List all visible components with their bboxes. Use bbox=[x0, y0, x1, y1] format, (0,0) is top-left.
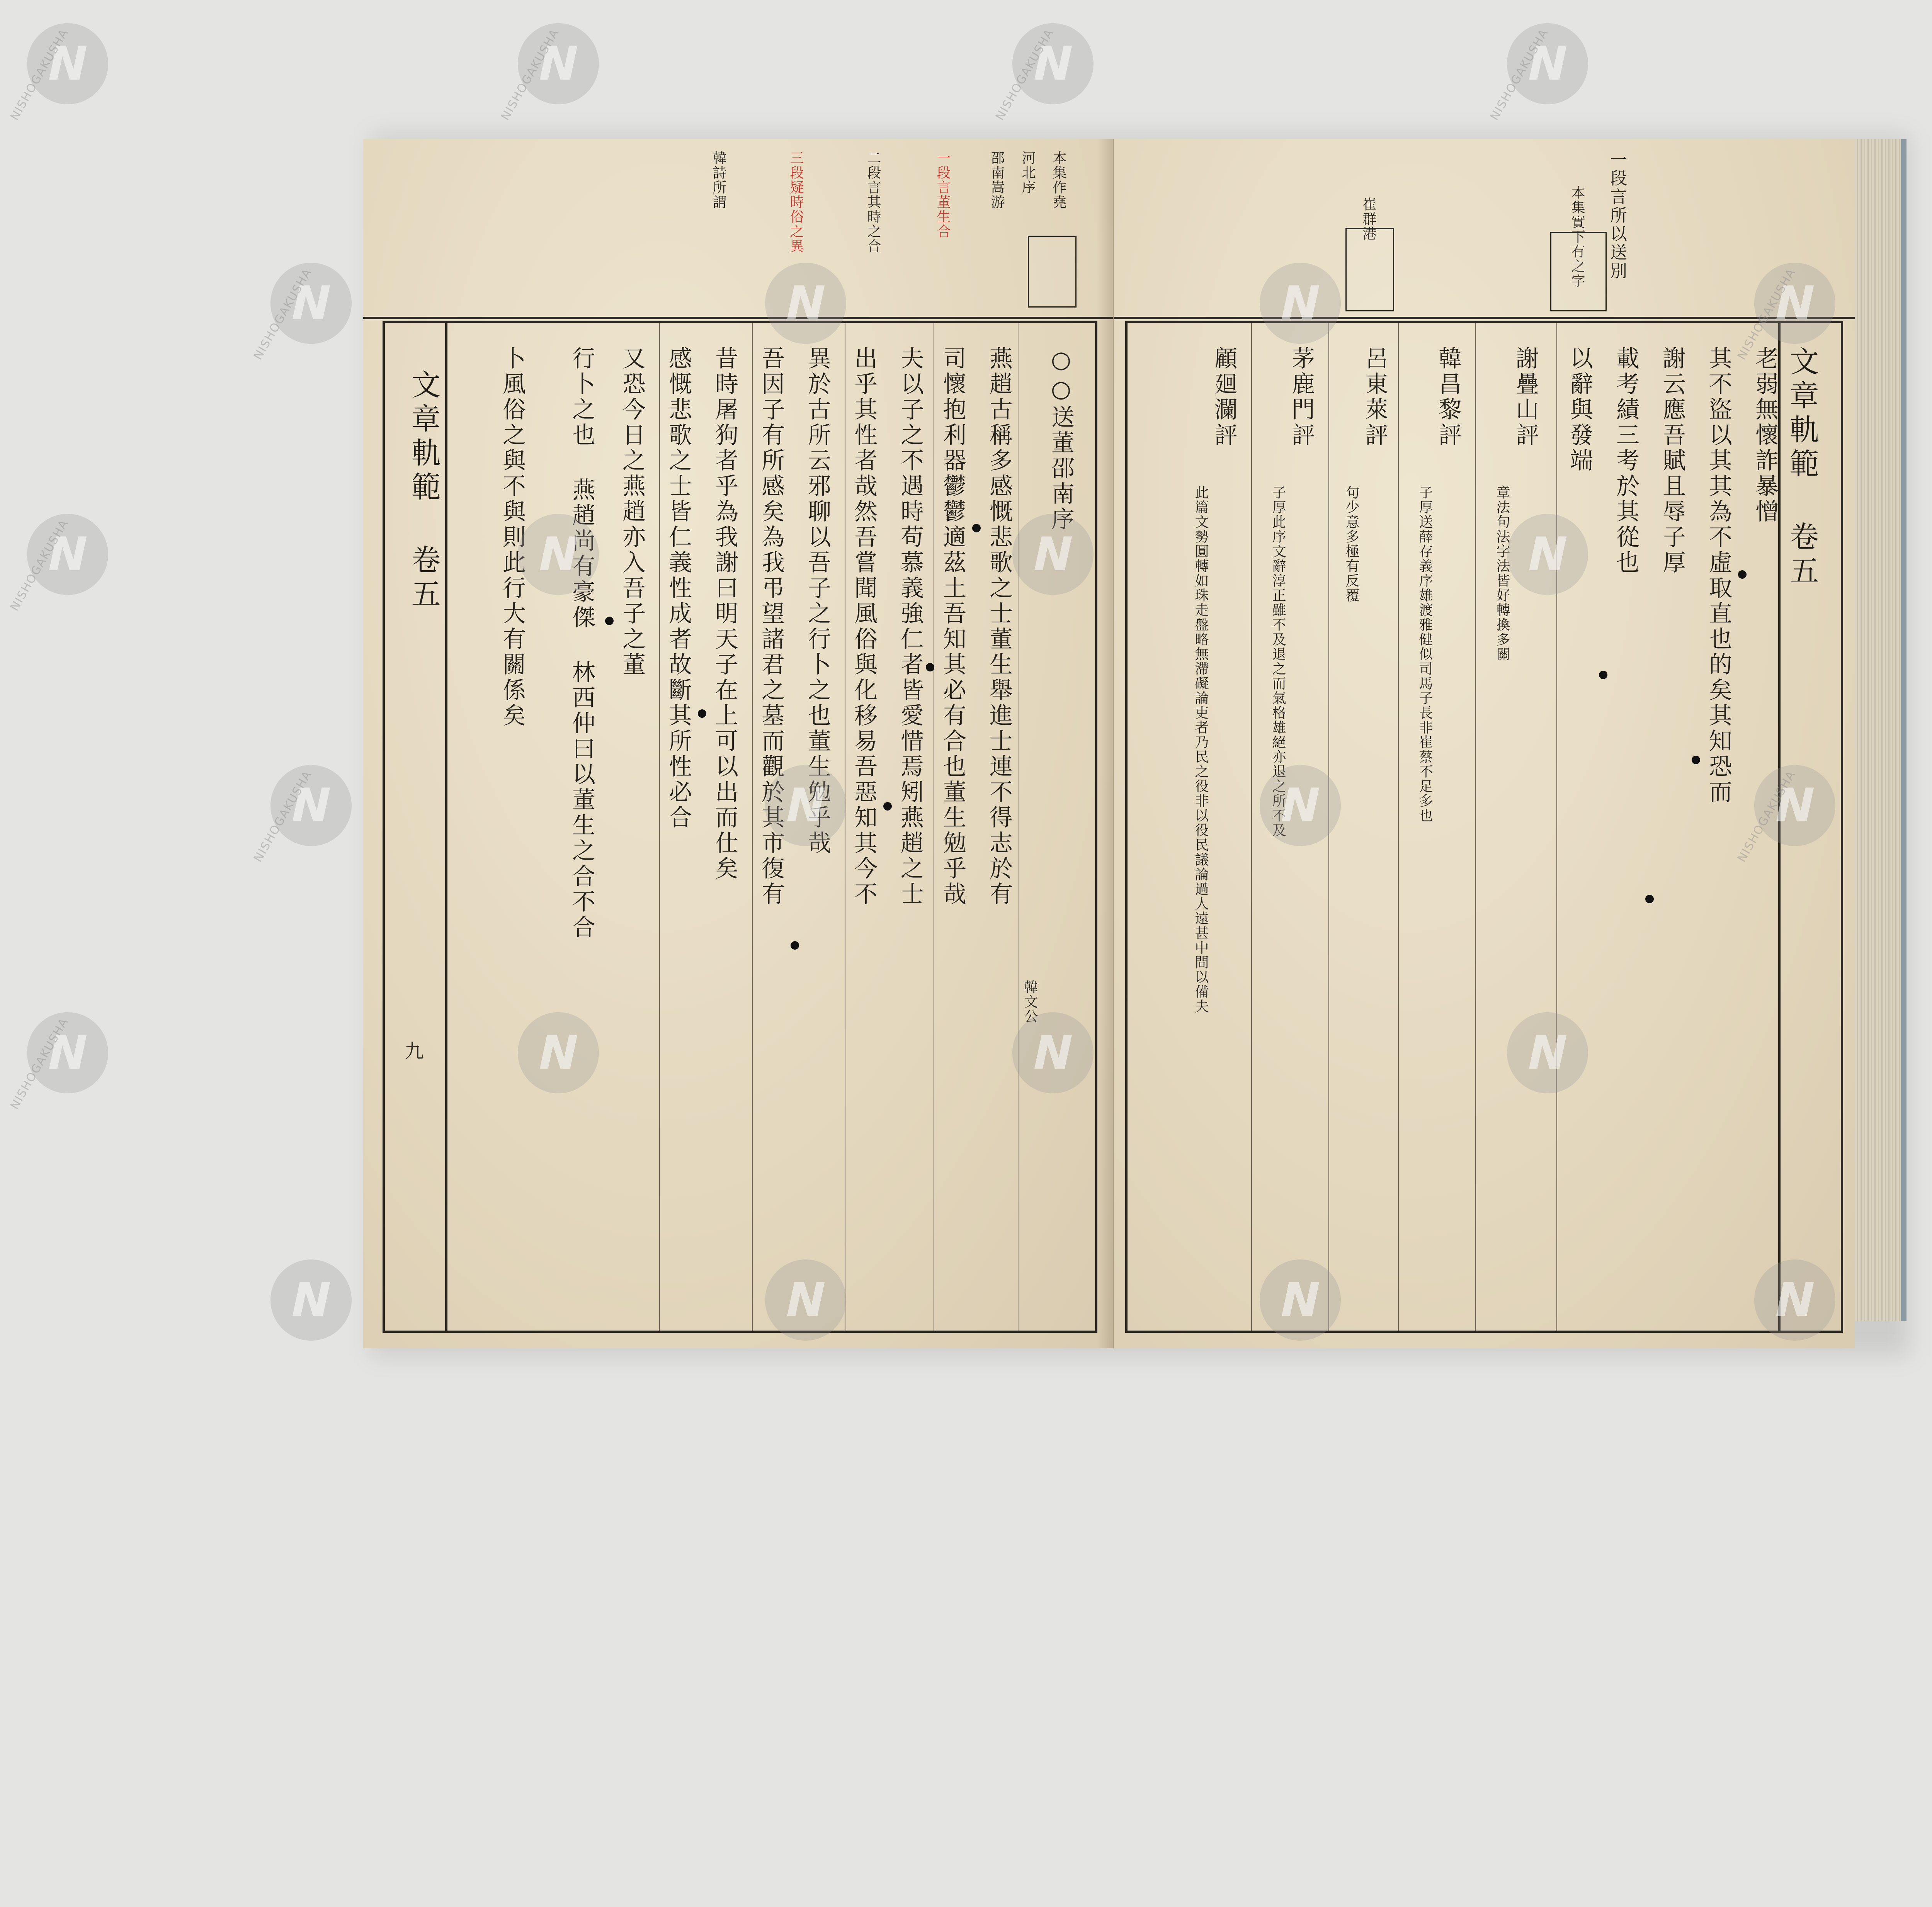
critique-heading: 呂東萊評 bbox=[1361, 346, 1388, 448]
text-column: 燕趙古稱多感慨悲歌之士董生舉進士連不得志於有 bbox=[986, 346, 1013, 907]
header-tab-box bbox=[1028, 236, 1077, 308]
punctuation-dot bbox=[605, 617, 614, 625]
watermark-logo-icon bbox=[1260, 1259, 1341, 1341]
critique-text: 此篇文勢圓轉如珠走盤略無滯礙論吏者乃民之役非以役民議論過人遠甚中間以備夫 bbox=[1193, 485, 1209, 1014]
right-page bbox=[1114, 139, 1855, 1348]
watermark-logo-icon bbox=[1260, 765, 1341, 846]
watermark-text: NISHOGAKUSHA bbox=[8, 1015, 71, 1112]
header-note: 邵南嵩游 bbox=[989, 151, 1005, 209]
left-header-notes bbox=[363, 139, 1113, 319]
column-rule bbox=[1475, 323, 1476, 1331]
watermark-text: NISHOGAKUSHA bbox=[8, 26, 71, 123]
text-column: 韓文公 bbox=[1022, 980, 1038, 1024]
punctuation-dot bbox=[972, 524, 981, 532]
page-title: 文章軌範 卷五 bbox=[1785, 346, 1819, 589]
watermark-text: NISHOGAKUSHA bbox=[498, 26, 562, 123]
text-column: 老弱無懷詐暴憎 bbox=[1752, 346, 1779, 525]
text-column: 行卜之也 燕趙尚有豪傑 林西仲曰以董生之合不合 bbox=[568, 346, 595, 940]
watermark-logo-icon bbox=[765, 263, 846, 344]
header-note: 本集作堯 bbox=[1051, 151, 1066, 209]
watermark-logo-icon bbox=[1754, 1259, 1835, 1341]
right-header-notes bbox=[1114, 139, 1855, 319]
column-rule bbox=[1556, 323, 1557, 1331]
header-note-red: 一段言董生合 bbox=[935, 151, 951, 239]
text-column: 昔時屠狗者乎為我謝曰明天子在上可以出而仕矣 bbox=[711, 346, 738, 882]
watermark-text: NISHOGAKUSHA bbox=[1735, 266, 1798, 362]
header-tab-box bbox=[1345, 228, 1394, 311]
watermark-text: NISHOGAKUSHA bbox=[1735, 768, 1798, 865]
watermark-logo-icon bbox=[1507, 1012, 1588, 1093]
punctuation-dot bbox=[883, 802, 892, 811]
column-rule bbox=[752, 323, 753, 1331]
watermark-logo-icon bbox=[765, 765, 846, 846]
watermark-logo-icon bbox=[1012, 1012, 1094, 1093]
header-note-red: 三段疑時俗之異 bbox=[788, 151, 804, 253]
header-note: 韓詩所謂 bbox=[711, 151, 726, 209]
punctuation-dot bbox=[1738, 570, 1747, 579]
left-text-frame bbox=[383, 321, 1097, 1333]
left-title-strip bbox=[387, 323, 447, 1331]
text-column: 異於古所云邪聊以吾子之行卜之也董生勉乎哉 bbox=[804, 346, 831, 856]
header-note: 崔群港 bbox=[1361, 197, 1376, 241]
header-note: 本集實下有之字 bbox=[1569, 185, 1585, 288]
header-tab-box bbox=[1550, 232, 1607, 311]
punctuation-dot bbox=[926, 663, 934, 671]
critique-heading: 韓昌黎評 bbox=[1435, 346, 1462, 448]
watermark-logo-icon bbox=[1012, 514, 1094, 595]
column-rule bbox=[1398, 323, 1399, 1331]
watermark-logo-icon bbox=[1507, 514, 1588, 595]
text-column: 出乎其性者哉然吾嘗聞風俗與化移易吾惡知其今不 bbox=[850, 346, 878, 907]
critique-heading: 顧廻瀾評 bbox=[1211, 346, 1238, 448]
watermark-text: NISHOGAKUSHA bbox=[251, 266, 315, 362]
watermark-text: NISHOGAKUSHA bbox=[251, 768, 315, 865]
punctuation-dot bbox=[1599, 671, 1607, 679]
watermark-text: NISHOGAKUSHA bbox=[1488, 26, 1551, 123]
text-column: 卜風俗之與不與則此行大有關係矣 bbox=[499, 346, 526, 729]
page-edges bbox=[1855, 139, 1906, 1321]
text-column: 謝云應吾賦且辱子厚 bbox=[1659, 346, 1686, 576]
open-book bbox=[363, 131, 1909, 1348]
punctuation-dot bbox=[1645, 895, 1654, 903]
punctuation-dot bbox=[791, 941, 799, 950]
header-note: 一段言所以送別 bbox=[1607, 151, 1627, 280]
column-rule bbox=[1251, 323, 1252, 1331]
watermark-logo-icon bbox=[765, 1259, 846, 1341]
critique-text: 句少意多極有反覆 bbox=[1344, 485, 1359, 603]
watermark-logo-icon bbox=[518, 1012, 599, 1093]
watermark-logo-icon bbox=[1260, 263, 1341, 344]
folio-number: 九 bbox=[401, 1041, 424, 1060]
critique-heading: 謝疊山評 bbox=[1512, 346, 1539, 448]
page-title: 文章軌範 卷五 bbox=[406, 369, 441, 612]
text-column: 以辭與發端 bbox=[1566, 346, 1593, 474]
text-column: 夫以子之不遇時苟慕義強仁者皆愛惜焉矧燕趙之士 bbox=[897, 346, 924, 907]
punctuation-dot bbox=[698, 709, 706, 718]
header-note: 河北序 bbox=[1020, 151, 1036, 195]
critique-text: 子厚此序文辭淳正雖不及退之而氣格雄絕亦退之所不及 bbox=[1270, 485, 1286, 838]
text-column: 載考績三考於其從也 bbox=[1612, 346, 1639, 576]
critique-text: 子厚送薛存義序雄渡雅健似司馬子長非崔蔡不足多也 bbox=[1417, 485, 1433, 823]
critique-heading: 茅鹿門評 bbox=[1288, 346, 1315, 448]
text-column: 又恐今日之燕趙亦入吾子之董 bbox=[619, 346, 646, 678]
watermark-text: NISHOGAKUSHA bbox=[993, 26, 1056, 123]
watermark-logo-icon bbox=[270, 1259, 352, 1341]
punctuation-dot bbox=[1692, 756, 1700, 764]
text-column: 感慨悲歌之士皆仁義性成者故斷其所性必合 bbox=[665, 346, 692, 831]
text-column: 司懷抱利器鬱鬱適茲土吾知其必有合也董生勉乎哉 bbox=[939, 346, 966, 907]
watermark-text: NISHOGAKUSHA bbox=[8, 517, 71, 614]
header-note: 二段言其時之合 bbox=[865, 151, 881, 253]
text-column: 其不盜以其其為不虛取直也的矣其知恐而 bbox=[1705, 346, 1732, 805]
text-column: ○○送董邵南序 bbox=[1048, 346, 1075, 532]
right-text-frame bbox=[1125, 321, 1843, 1333]
column-rule bbox=[659, 323, 660, 1331]
critique-text: 章法句法字法皆好轉換多關 bbox=[1494, 485, 1510, 661]
text-column: 吾因子有所感矣為我弔望諸君之墓而觀於其市復有 bbox=[758, 346, 785, 907]
watermark-logo-icon bbox=[518, 514, 599, 595]
left-page bbox=[363, 139, 1114, 1348]
